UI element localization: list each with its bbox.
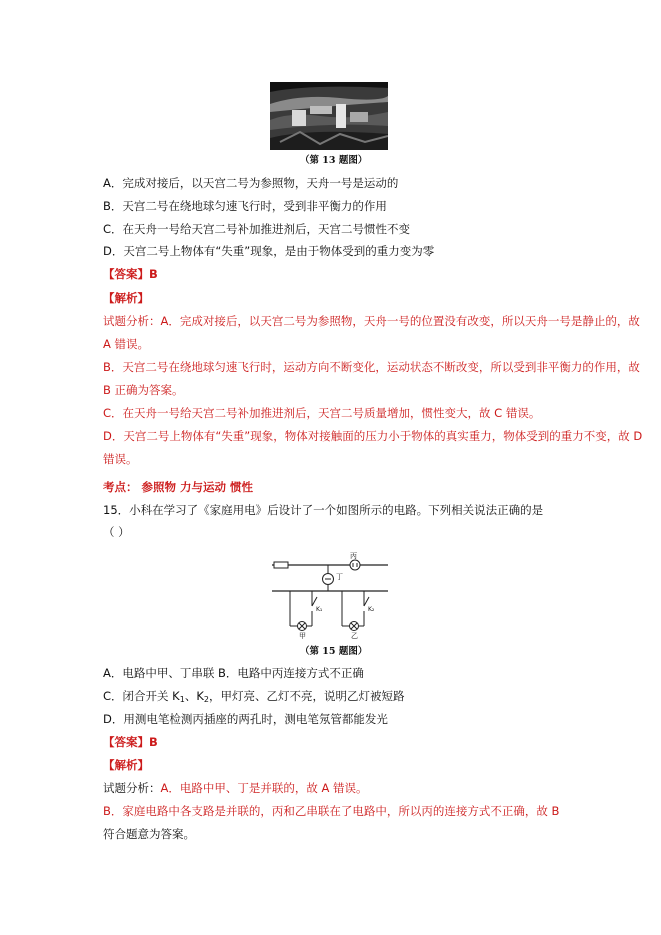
q13-analysis-line-1: 试题分析：A．完成对接后，以天宫二号为参照物，天舟一号的位置没有改变，所以天舟一号是静止的，故 [103,314,640,328]
q13-analysis-line-6: D．天宫二号上物体有“失重”现象，物体对接触面的压力小于物体的真实重力，物体受到的重力不变，故 D [103,429,643,443]
q15-option-a-b: A．电路中甲、丁串联 B．电路中丙连接方式不正确 [103,666,364,680]
q13-analysis-line-7: 错误。 [103,452,138,466]
label-ding: 丁 [336,573,343,581]
q13-option-a: A．完成对接后，以天宫二号为参照物，天舟一号是运动的 [103,176,399,190]
q15-analysis-line-2: B．家庭电路中各支路是并联的，丙和乙串联在了电路中，所以丙的连接方式不正确，故 B [103,804,560,818]
circuit-diagram [270,551,390,641]
label-k1: K₁ [316,606,323,613]
q13-option-b: B．天宫二号在绕地球匀速飞行时，受到非平衡力的作用 [103,199,387,213]
q15-stem: 15．小科在学习了《家庭用电》后设计了一个如图所示的电路。下列相关说法正确的是 [103,503,544,517]
label-bing: 丙 [350,552,357,560]
q13-option-c: C．在天舟一号给天宫二号补加推进剂后，天宫二号惯性不变 [103,222,411,236]
space-station-photo [270,82,388,150]
q13-analysis-line-2: A 错误。 [103,337,150,351]
q13-option-d: D．天宫二号上物体有“失重”现象，是由于物体受到的重力变为零 [103,244,435,258]
label-jia: 甲 [299,632,306,640]
q15-option-c: C．闭合开关 $K_1$、$K_2$，甲灯亮、乙灯不亮，说明乙灯被短路 [103,689,405,704]
q15-analysis-title: 【解析】 [103,758,149,772]
figure-15-caption: （第 15 题图） [300,646,368,657]
q15-option-d: D．用测电笔检测丙插座的两孔时，测电笔氖管都能发光 [103,712,388,726]
q13-answer: 【答案】B [103,267,158,281]
q13-analysis-line-3: B．天宫二号在绕地球匀速飞行时，运动方向不断变化，运动状态不断改变，所以受到非平衡力的作用，故 [103,360,640,374]
label-yi: 乙 [351,632,358,640]
q13-kaodian: 考点： 参照物 力与运动 惯性 [103,480,254,494]
figure-13-caption: （第 13 题图） [300,155,368,166]
q15-analysis-line-3: 符合题意为答案。 [103,827,195,841]
q13-analysis-line-5: C．在天舟一号给天宫二号补加推进剂后，天宫二号质量增加，惯性变大，故 C 错误。 [103,406,541,420]
label-k2: K₂ [368,606,375,613]
q13-analysis-line-4: B 正确为答案。 [103,383,184,397]
q15-paren: （ ） [103,525,130,539]
q15-answer: 【答案】B [103,735,158,749]
q13-analysis-title: 【解析】 [103,291,149,305]
q15-analysis-line-1: 试题分析：A．电路中甲、丁是并联的，故 A 错误。 [103,781,368,795]
